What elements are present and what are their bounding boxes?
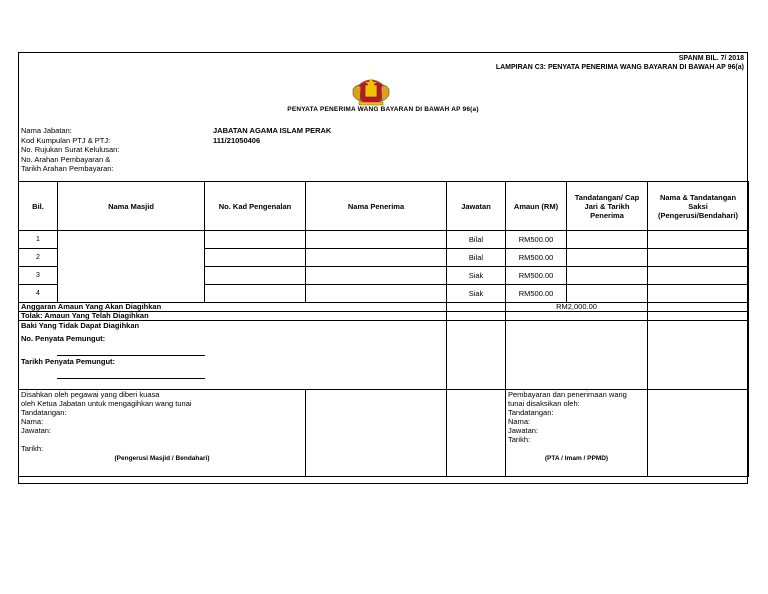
table-row (19, 231, 749, 249)
col-bil: Bil. (19, 182, 58, 231)
ic-cell[interactable] (205, 267, 306, 285)
row-amaun: RM500.00 (506, 231, 567, 249)
recipient-table (18, 181, 749, 477)
anggaran-value: RM2,000.00 (506, 303, 648, 312)
no-penyata-label: No. Penyata Pemungut: (21, 334, 106, 343)
recipient-cell[interactable] (306, 231, 447, 249)
row-jawatan: Siak (447, 285, 506, 303)
signature-line (57, 378, 205, 379)
col-nama-masjid: Nama Masjid (58, 182, 205, 231)
baki-label: Baki Yang Tidak Dapat Diagihkan (21, 321, 140, 330)
footer-right-text: Pembayaran dan penerimaan wang tunai disaksikan oleh: Tandatangan: Nama: Jawatan: Tarikh: (508, 390, 627, 444)
footer-left-caption: (Pengerusi Masjid / Bendahari) (114, 455, 210, 462)
label-rujukan-surat: No. Rujukan Surat Kelulusan: (21, 145, 120, 154)
anggaran-label: Anggaran Amaun Yang Akan Diagihkan (19, 303, 447, 312)
recipient-cell[interactable] (306, 285, 447, 303)
reference-header (496, 54, 744, 72)
form-title: PENYATA PENERIMA WANG BAYARAN DI BAWAH AP 96(a) (287, 106, 479, 113)
recipient-cell[interactable] (306, 249, 447, 267)
footer-left-text: Disahkan oleh pegawai yang diberi kuasa oleh Ketua Jabatan untuk mengagihkan wang tunai Tandatangan: Nama: Jawatan: Tarikh: (21, 390, 192, 453)
row-jawatan: Bilal (447, 249, 506, 267)
footer-left (19, 390, 306, 477)
summary-row-anggaran (19, 303, 749, 312)
col-tandatangan: Tandatangan/ Cap Jari & Tarikh Penerima (567, 182, 648, 231)
signature-line (57, 355, 205, 356)
form-sheet (18, 52, 748, 484)
row-bil: 4 (19, 285, 58, 303)
ref-number: SPANM BIL. 7/ 2018 (678, 55, 744, 62)
summary-row-tolak (19, 312, 749, 321)
info-labels (21, 126, 119, 174)
col-no-kad: No. Kad Pengenalan (205, 182, 306, 231)
malaysia-coat-of-arms-icon (351, 75, 391, 107)
footer-right-caption: (PTA / Imam / PPMD) (544, 455, 609, 462)
row-amaun: RM500.00 (506, 285, 567, 303)
masjid-cell[interactable] (58, 231, 205, 303)
ref-appendix: LAMPIRAN C3: PENYATA PENERIMA WANG BAYARAN DI BAWAH AP 96(a) (495, 64, 744, 71)
row-amaun: RM500.00 (506, 249, 567, 267)
ptj-code-value: 111/21050406 (213, 135, 261, 145)
ic-cell[interactable] (205, 249, 306, 267)
witness-cell[interactable] (648, 267, 749, 285)
ic-cell[interactable] (205, 231, 306, 249)
summary-row-baki (19, 321, 749, 390)
row-bil: 3 (19, 267, 58, 285)
row-amaun: RM500.00 (506, 267, 567, 285)
tolak-label: Tolak: Amaun Yang Telah Diagihkan (19, 312, 447, 321)
table-header-row (19, 182, 749, 231)
witness-cell[interactable] (648, 231, 749, 249)
col-amaun: Amaun (RM) (506, 182, 567, 231)
signature-cell[interactable] (567, 231, 648, 249)
col-jawatan: Jawatan (447, 182, 506, 231)
witness-cell[interactable] (648, 249, 749, 267)
col-nama-penerima: Nama Penerima (306, 182, 447, 231)
footer-row (19, 390, 749, 477)
label-nama-jabatan: Nama Jabatan: (21, 126, 72, 135)
signature-cell[interactable] (567, 285, 648, 303)
col-saksi: Nama & Tandatangan Saksi (Pengerusi/Bendahari) (648, 182, 749, 231)
signature-cell[interactable] (567, 249, 648, 267)
department-value: JABATAN AGAMA ISLAM PERAK (213, 126, 332, 135)
label-kod-ptj: Kod Kumpulan PTJ & PTJ: (21, 135, 111, 145)
row-bil: 1 (19, 231, 58, 249)
ic-cell[interactable] (205, 285, 306, 303)
label-tarikh-arahan: Tarikh Arahan Pembayaran: (21, 164, 114, 173)
witness-cell[interactable] (648, 285, 749, 303)
label-arahan-pembayaran: No. Arahan Pembayaran & (21, 154, 111, 164)
info-values (213, 126, 331, 145)
footer-right (506, 390, 648, 477)
signature-cell[interactable] (567, 267, 648, 285)
row-jawatan: Bilal (447, 231, 506, 249)
tarikh-penyata-label: Tarikh Penyata Pemungut: (21, 357, 116, 366)
recipient-cell[interactable] (306, 267, 447, 285)
row-bil: 2 (19, 249, 58, 267)
row-jawatan: Siak (447, 267, 506, 285)
